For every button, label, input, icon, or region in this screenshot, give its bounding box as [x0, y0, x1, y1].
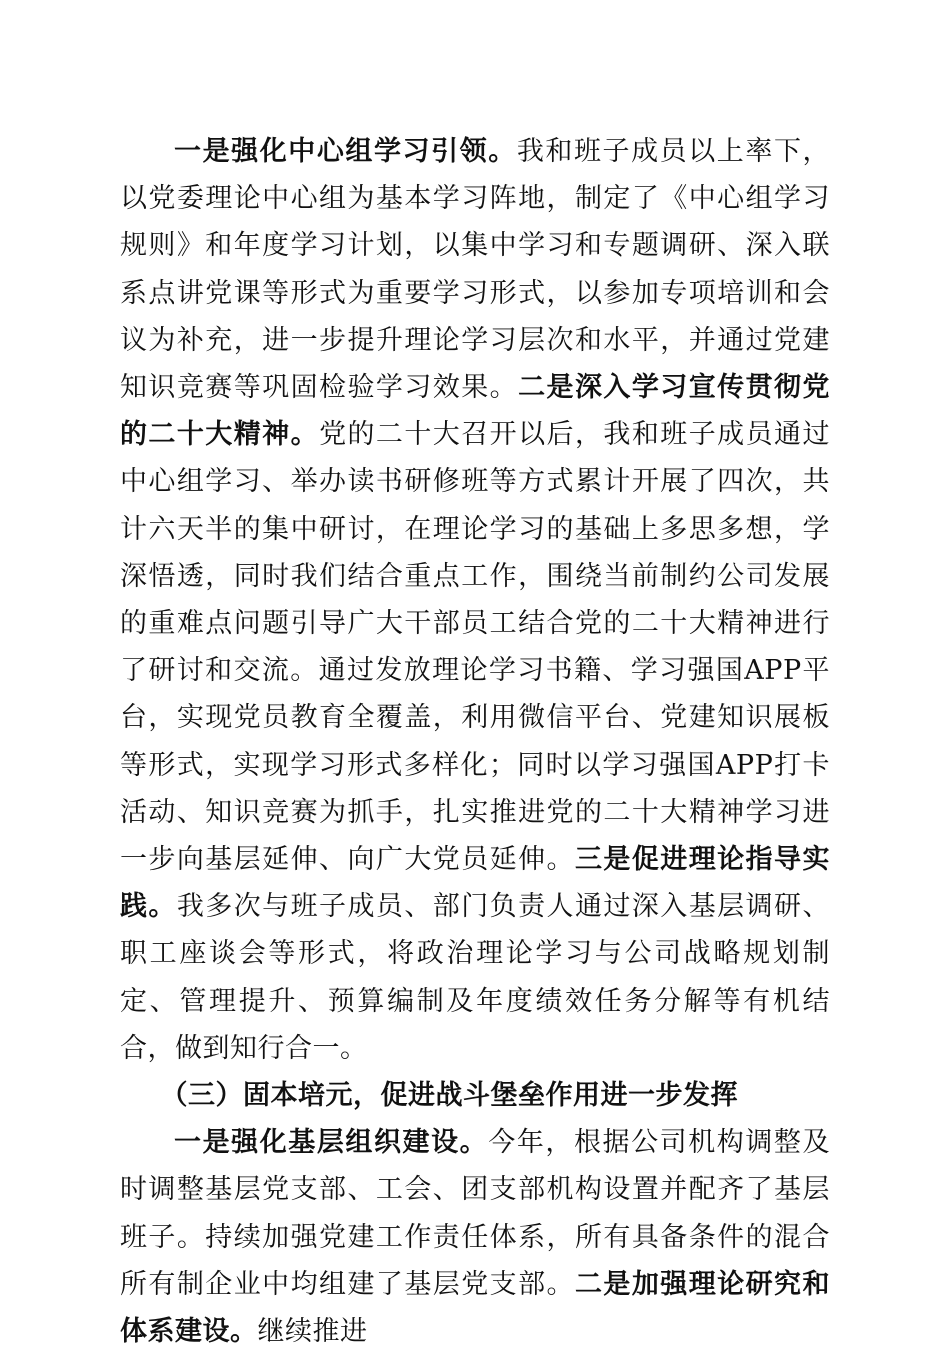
body-text: 党的二十大召开以后，我和班子成员通过中心组学习、举办读书研修班等方式累计开展了四次，共计六天半的集中研讨，在理论学习的基础上多思多想，学深悟透，同时我们结合重点工作，围绕当前制约公司发展的重难点问题引导广大干部员工结合党的二十大精神进行了研讨和交流。通过发放理论学习书籍、学习强国APP平台，实现党员教育全覆盖，利用微信平台、党建知识展板等形式，实现学习形式多样化；同时以学习强国APP打卡活动、知识竞赛为抓手，扎实推进党的二十大精神学习进一步向基层延伸、向广大党员延伸。	[120, 419, 830, 876]
body-text: 我多次与班子成员、部门负责人通过深入基层调研、职工座谈会等形式，将政治理论学习与公司战略规划制定、管理提升、预算编制及年度绩效任务分解等有机结合，做到知行合一。	[120, 891, 830, 1064]
lead-phrase: 一是强化中心组学习引领。	[174, 136, 517, 167]
lead-phrase: 二是深入学习宣传贯彻党的二十大精神。	[120, 372, 830, 451]
document-body	[120, 128, 830, 1355]
body-text: 今年，根据公司机构调整及时调整基层党支部、工会、团支部机构设置并配齐了基层班子。持续加强党建工作责任体系，所有具备条件的混合所有制企业中均组建了基层党支部。	[120, 1127, 830, 1300]
section-heading: （三）固本培元，促进战斗堡垒作用进一步发挥	[160, 1080, 738, 1112]
paragraph-grassroots-organization	[120, 1119, 830, 1355]
lead-phrase: 一是强化基层组织建设。	[174, 1127, 489, 1159]
lead-phrase: 三是促进理论指导实践。	[120, 844, 830, 923]
paragraph-study-leadership	[120, 128, 830, 1072]
lead-phrase: 二是加强理论研究和体系建设。	[120, 1268, 830, 1348]
body-text: 继续推进	[257, 1316, 368, 1348]
body-text: 我和班子成员以上率下，以党委理论中心组为基本学习阵地，制定了《中心组学习规则》和年度学习计划，以集中学习和专题调研、深入联系点讲党课等形式为重要学习形式，以参加专项培训和会议为补充，进一步提升理论学习层次和水平，并通过党建知识竞赛等巩固检验学习效果。	[120, 136, 831, 404]
